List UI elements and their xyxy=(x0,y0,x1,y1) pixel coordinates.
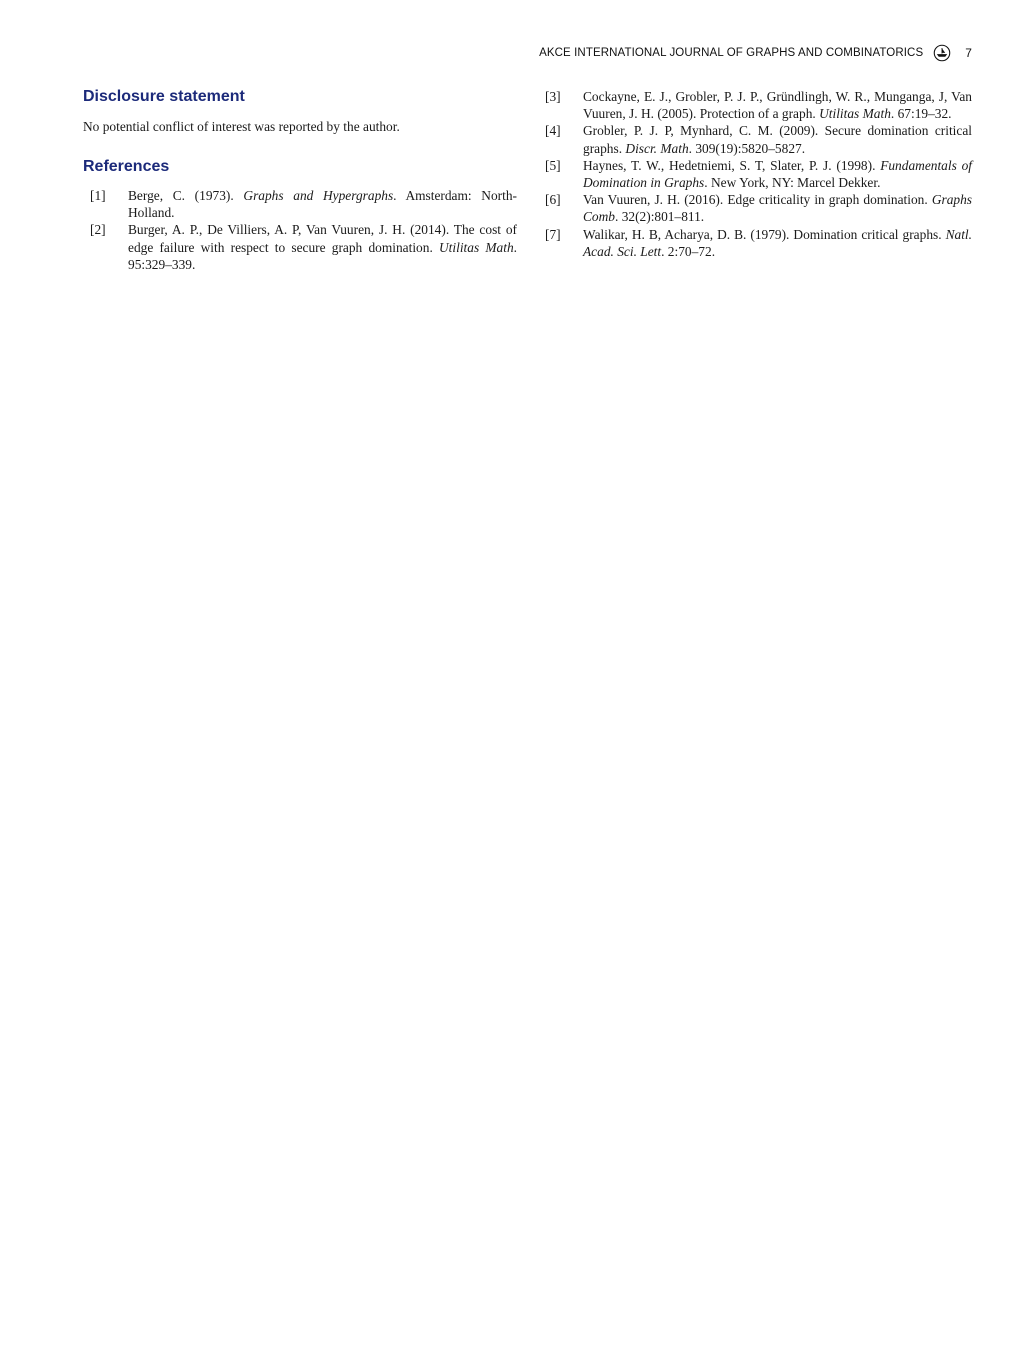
journal-logo-icon xyxy=(933,44,951,62)
reference-journal: Natl. Acad. Sci. Lett xyxy=(583,226,972,259)
reference-item xyxy=(545,191,972,225)
reference-item xyxy=(545,157,972,191)
disclosure-text: No potential conflict of interest was reported by the author. xyxy=(83,119,400,134)
reference-journal: Utilitas Math xyxy=(439,239,514,255)
page-number: 7 xyxy=(965,46,972,60)
left-column xyxy=(83,86,517,273)
reference-item xyxy=(545,122,972,156)
reference-number: [4] xyxy=(545,123,561,139)
reference-number: [6] xyxy=(545,192,561,208)
reference-number: [1] xyxy=(90,188,106,203)
reference-journal: Discr. Math xyxy=(625,140,689,156)
reference-item xyxy=(83,221,517,273)
reference-title: Graphs and Hypergraphs xyxy=(243,188,394,203)
reference-text: Cockayne, E. J., Grobler, P. J. P., Gründlingh, W. R., Munganga, J, Van Vuuren, J. H. (2005). Protection of a graph. Utilitas Math. 67:19–32. xyxy=(583,89,972,122)
reference-item xyxy=(83,187,517,221)
reference-item xyxy=(545,226,972,260)
reference-number: [5] xyxy=(545,157,561,173)
reference-number: [2] xyxy=(90,222,106,238)
reference-text: Grobler, P. J. P, Mynhard, C. M. (2009). Secure domination critical graphs. Discr. Math. 309(19):5820–5827. xyxy=(583,123,972,156)
running-header xyxy=(539,44,972,62)
reference-number: [7] xyxy=(545,226,561,242)
reference-journal: Utilitas Math xyxy=(819,106,891,122)
reference-number: [3] xyxy=(545,89,561,104)
reference-list-left xyxy=(83,187,517,273)
reference-text: Van Vuuren, J. H. (2016). Edge criticality in graph domination. Graphs Comb. 32(2):801–811. xyxy=(583,192,972,225)
journal-title: AKCE INTERNATIONAL JOURNAL OF GRAPHS AND COMBINATORICS xyxy=(539,47,924,59)
references-heading: References xyxy=(83,158,170,175)
reference-title: Fundamentals of Domination in Graphs xyxy=(583,157,972,191)
reference-list-right xyxy=(545,88,972,260)
reference-text: Walikar, H. B, Acharya, D. B. (1979). Domination critical graphs. Natl. Acad. Sci. Lett. 2:70–72. xyxy=(583,226,972,259)
disclosure-heading: Disclosure statement xyxy=(83,88,245,105)
reference-text: Haynes, T. W., Hedetniemi, S. T, Slater, P. J. (1998). Fundamentals of Domination in Graphs. New York, NY: Marcel Dekker. xyxy=(583,157,972,191)
reference-text: Berge, C. (1973). Graphs and Hypergraphs. Amsterdam: North-Holland. xyxy=(128,188,517,221)
reference-item xyxy=(545,88,972,122)
reference-text: Burger, A. P., De Villiers, A. P, Van Vuuren, J. H. (2014). The cost of edge failure with respect to secure graph domination. Utilitas Math. 95:329–339. xyxy=(128,222,518,272)
reference-journal: Graphs Comb xyxy=(583,192,972,225)
right-column xyxy=(545,86,972,260)
